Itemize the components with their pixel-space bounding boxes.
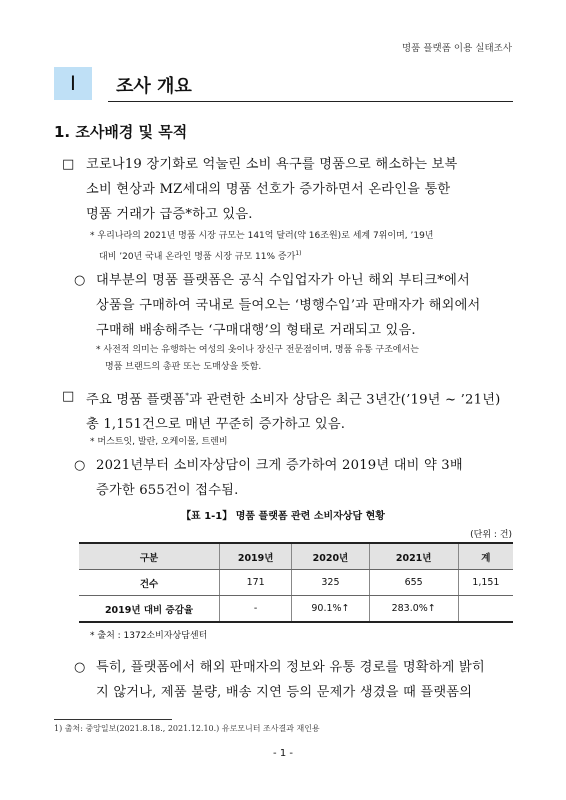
paragraph-2	[96, 268, 516, 343]
section-title: 1. 조사배경 및 목적	[54, 123, 188, 141]
chapter-numeral: Ⅰ	[70, 73, 76, 95]
paragraph-4	[96, 453, 516, 503]
table-header-cell: 2020년	[292, 543, 369, 570]
paragraph-1-line-2: 소비 현상과 MZ세대의 명품 선호가 증가하면서 온라인을 통한	[86, 182, 451, 197]
paragraph-1	[86, 152, 516, 227]
circle-bullet: ○	[74, 660, 86, 675]
paragraph-3	[86, 384, 516, 437]
paragraph-2-line-1: 대부분의 명품 플랫폼은 공식 수입업자가 아닌 해외 부티크*에서	[96, 273, 470, 288]
note-asterisk: *	[90, 631, 95, 641]
table-unit: (단위 : 건)	[470, 530, 512, 540]
note-asterisk: *	[90, 231, 95, 241]
paragraph-1-note-line-1: 우리나라의 2021년 명품 시장 규모는 141억 달러(약 16조원)로 세계 7위이며, ’19년	[97, 231, 434, 241]
table-cell: 655	[369, 570, 458, 596]
circle-bullet: ○	[74, 458, 86, 473]
table-cell: 283.0%↑	[369, 596, 458, 623]
paragraph-2-note-line-2: 명품 브랜드의 총판 또는 도매상을 뜻함.	[105, 362, 262, 372]
table-cell: 171	[220, 570, 292, 596]
square-bullet: □	[62, 389, 75, 404]
note-asterisk: *	[96, 345, 101, 355]
table-header-cell: 2021년	[369, 543, 458, 570]
paragraph-2-line-3: 구매해 배송해주는 ‘구매대행’의 형태로 거래되고 있음.	[96, 323, 416, 338]
running-header: 명품 플랫폼 이용 실태조사	[401, 43, 512, 54]
table-title: 【표 1-1】 명품 플랫폼 관련 소비자상담 현황	[181, 511, 385, 522]
table-header-cell: 2019년	[220, 543, 292, 570]
table-header-cell: 구분	[79, 543, 220, 570]
footnote: 1) 출처: 중앙일보(2021.8.18., 2021.12.10.) 유로모니터 조사결과 재인용	[54, 724, 320, 733]
paragraph-5	[96, 655, 521, 705]
table-cell: -	[220, 596, 292, 623]
paragraph-3-note	[90, 434, 228, 451]
paragraph-1-note	[90, 228, 520, 266]
paragraph-2-note	[96, 342, 521, 376]
paragraph-3-line-1: 주요 명품 플랫폼*과 관련한 소비자 상담은 최근 3년간(’19년 ~ ’21년)	[86, 392, 501, 408]
page-number: - 1 -	[273, 748, 293, 759]
paragraph-5-line-2: 지 않거나, 제품 불량, 배송 지연 등의 문제가 생겼을 때 플랫폼의	[96, 685, 473, 700]
paragraph-4-line-1: 2021년부터 소비자상담이 크게 증가하여 2019년 대비 약 3배	[96, 458, 463, 473]
paragraph-1-line-3: 명품 거래가 급증*하고 있음.	[86, 207, 253, 222]
square-bullet: □	[62, 157, 75, 172]
table-cell: 325	[292, 570, 369, 596]
table-source: * 출처 : 1372소비자상담센터	[90, 631, 208, 641]
table-row-label: 2019년 대비 증감율	[79, 596, 220, 623]
footnote-divider	[54, 719, 172, 720]
paragraph-5-line-1: 특히, 플랫폼에서 해외 판매자의 정보와 유통 경로를 명확하게 밝히	[96, 660, 485, 675]
consultation-table	[79, 542, 513, 623]
paragraph-1-note-line-2: 대비 ’20년 국내 온라인 명품 시장 규모 11% 증가	[99, 252, 296, 262]
table-header-row	[79, 543, 513, 570]
chapter-number-box	[54, 67, 92, 100]
note-asterisk: *	[90, 437, 95, 447]
chapter-underline	[108, 101, 513, 102]
paragraph-3-line-2: 총 1,151건으로 매년 꾸준히 증가하고 있음.	[86, 417, 346, 433]
table-row-label: 건수	[79, 570, 220, 596]
paragraph-2-line-2: 상품을 구매하여 국내로 들여오는 ‘병행수입’과 판매자가 해외에서	[96, 298, 481, 313]
footnote-marker: 1)	[295, 250, 302, 257]
table-cell	[458, 596, 513, 623]
chapter-title: 조사 개요	[116, 76, 192, 97]
table-cell: 1,151	[458, 570, 513, 596]
table-cell: 90.1%↑	[292, 596, 369, 623]
table-row	[79, 570, 513, 596]
table-row	[79, 596, 513, 623]
circle-bullet: ○	[74, 273, 86, 288]
paragraph-1-line-1: 코로나19 장기화로 억눌린 소비 욕구를 명품으로 해소하는 보복	[86, 157, 458, 172]
paragraph-3-note-line-1: 머스트잇, 발란, 오케이몰, 트렌비	[97, 437, 228, 447]
table-header-cell: 계	[458, 543, 513, 570]
paragraph-4-line-2: 증가한 655건이 접수됨.	[96, 483, 239, 498]
paragraph-2-note-line-1: 사전적 의미는 유행하는 여성의 옷이나 장신구 전문점이며, 명품 유통 구조에서는	[103, 345, 419, 355]
